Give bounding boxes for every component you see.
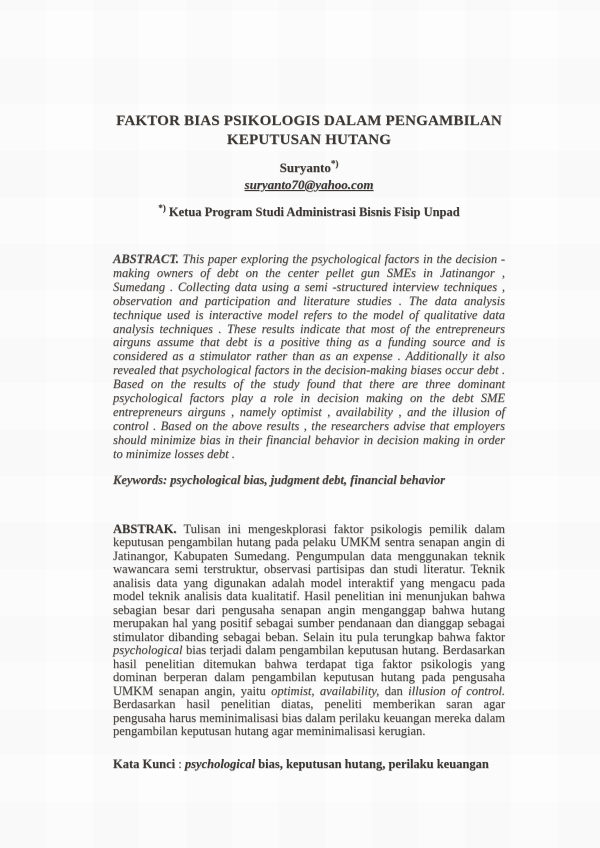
affiliation-footnote-marker: *) [158, 202, 166, 213]
affiliation-text: Ketua Program Studi Administrasi Bisnis Fisip Unpad [165, 205, 460, 219]
abstract-indonesian-body: Tulisan ini mengeskplorasi faktor psikologis pemilik dalam keputusan pengambilan hutang pada pelaku UMKM sentra senapan angin di Jatinangor, Kabupaten Sumedang. Pengumpulan data menggunakan teknik wawancara semi terstruktur, observasi partisipas dan studi literatur. Teknik analisis data yang digunakan adalah model interaktif yang mengacu pada model teknik analisis data kualitatif. Hasil penelitian ini menunjukan bahwa sebagian besar dari pengusaha senapan angin menganggap bahwa hutang merupakan hal yang positif sebagai sumber pendanaan dan dianggap sebagai stimulator dibanding sebagai beban. Selain itu pula terungkap bahwa faktor psychological bias terjadi dalam pengambilan keputusan hutang. Berdasarkan hasil penelitian ditemukan bahwa terdapat tiga faktor psikologis yang dominan berperan dalam pengambilan keputusan hutang pada pengusaha UMKM senapan angin, yaitu optimist, availability, dan illusion of control. Berdasarkan hasil penelitian diatas, peneliti memberikan saran agar pengusaha harus meminimalisasi bias dalam perilaku keuangan mereka dalam pengambilan keputusan hutang agar meminimalisasi kerugian. [113, 521, 505, 739]
abstract-english-paragraph [113, 253, 505, 462]
kata-kunci-line: Kata Kunci : psychological bias, keputusan hutang, perilaku keuangan [113, 756, 489, 771]
abstract-indonesian-label: ABSTRAK. [113, 521, 177, 536]
paper-content-column [113, 0, 505, 771]
paper-title [113, 112, 505, 150]
author-name [113, 160, 505, 175]
author-email-link[interactable]: suryanto70@yahoo.com [244, 177, 374, 192]
paper-title-line-1: FAKTOR BIAS PSIKOLOGIS DALAM PENGAMBILAN [116, 113, 502, 129]
keywords-label: Keywords: [113, 472, 168, 487]
keywords-text: psychological bias, judgment debt, financial behavior [167, 472, 445, 487]
abstract-indonesian-paragraph [113, 523, 505, 739]
abstract-english-label: ABSTRACT. [113, 252, 179, 266]
author-footnote-marker: *) [330, 158, 339, 169]
abstract-english-body: This paper exploring the psychological factors in the decision - making owners of debt on the center pellet gun SMEs in Jatinangor , Sumedang . Collecting data using a semi -structured interview techniques , observation and participation and literature studies . The data analysis technique used is interactive model refers to the model of qualitative data analysis techniques . These results indicate that most of the entrepreneurs airguns assume that debt is a positive thing as a funding source and is considered as a stimulator rather than as an expense . Additionally it also revealed that psychological factors in the decision-making biases occur debt . Based on the results of the study found that there are three dominant psychological factors play a role in decision making on the debt SME entrepreneurs airguns , namely optimist , availability , and the illusion of control . Based on the above results , the researchers advise that employers should minimize bias in their financial behavior in decision making in order to minimize losses debt . [113, 252, 505, 461]
author-email-line [113, 177, 505, 192]
author-name-text: Suryanto [279, 160, 331, 175]
author-affiliation [113, 202, 505, 220]
keywords-line [113, 473, 505, 487]
paper-title-line-2: KEPUTUSAN HUTANG [226, 132, 392, 148]
